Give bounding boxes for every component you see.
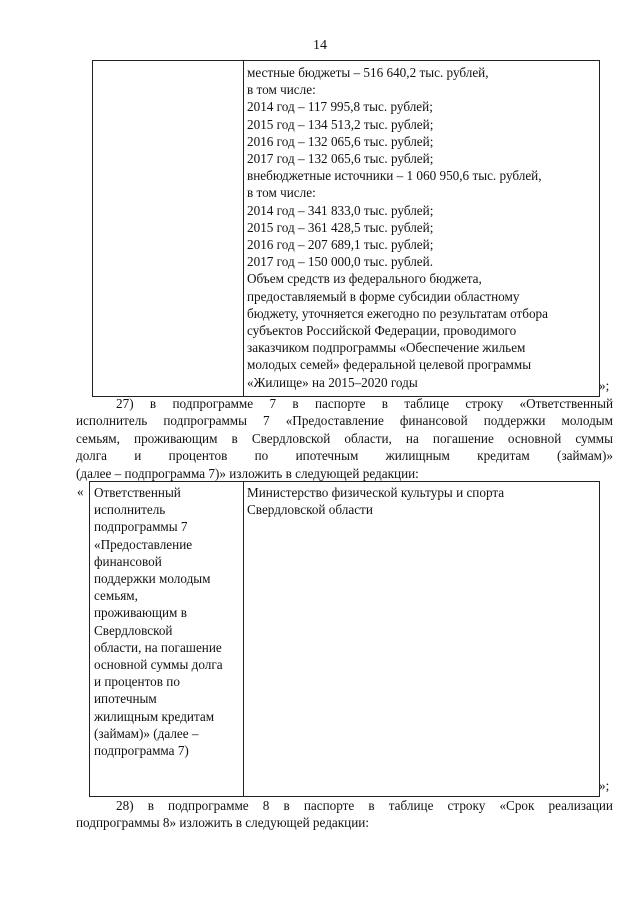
text-line: исполнитель [94, 502, 166, 518]
text-line: (займам)» (далее – [94, 725, 199, 741]
text-line: Объем средств из федерального бюджета, [247, 271, 482, 287]
paragraph-27 [76, 395, 613, 482]
row-header-cell [94, 484, 223, 759]
text-line: в том числе: [247, 82, 316, 98]
text-line: заказчиком подпрограммы «Обеспечение жильем [247, 340, 526, 356]
text-line: 2014 год – 341 833,0 тыс. рублей; [247, 202, 434, 218]
text-line: Министерство физической культуры и спорта [247, 485, 505, 500]
text-line: долга и процентов по ипотечным жилищным кредитам (займам)» [76, 448, 613, 464]
closing-quote-mark: »; [599, 778, 610, 793]
text-line: семьям, проживающим в Свердловской области, на погашение основной суммы [76, 430, 613, 446]
text-line: 2015 год – 361 428,5 тыс. рублей; [247, 219, 434, 235]
text-line: основной суммы долга [94, 657, 223, 673]
text-line: «Жилище» на 2015–2020 годы [247, 374, 418, 390]
text-line: проживающим в [94, 605, 187, 621]
text-line: 2016 год – 207 689,1 тыс. рублей; [247, 237, 434, 253]
text-line: бюджету, уточняется ежегодно по результатам отбора [247, 305, 549, 321]
text-line: субъектов Российской Федерации, проводимого [247, 323, 517, 339]
text-line: 2014 год – 117 995,8 тыс. рублей; [247, 99, 433, 115]
text-line: и процентов по [94, 674, 180, 690]
text-line: исполнитель подпрограммы 7 «Предоставление финансовой поддержки молодым [76, 413, 613, 429]
text-line: подпрограммы 8» изложить в следующей редакции: [76, 815, 370, 831]
opening-quote-mark: « [77, 484, 84, 499]
text-line: 28) в подпрограмме 8 в паспорте в таблице строку «Срок реализации [116, 798, 613, 813]
text-line: (далее – подпрограмма 7)» изложить в следующей редакции: [76, 465, 419, 481]
text-line: 2015 год – 134 513,2 тыс. рублей; [247, 116, 434, 132]
paragraph-28 [76, 797, 613, 832]
text-line: Свердловской [94, 622, 173, 638]
funding-cell-text [247, 64, 548, 391]
table-column-divider [243, 61, 244, 396]
text-line: 2017 год – 150 000,0 тыс. рублей. [247, 254, 433, 270]
text-line: подпрограммы 7 [94, 519, 188, 535]
text-line: 27) в подпрограмме 7 в паспорте в таблице строку «Ответственный [116, 396, 613, 411]
text-line: подпрограмма 7) [94, 743, 189, 759]
text-line: семьям, [94, 588, 138, 604]
text-line: Свердловской области [247, 502, 373, 518]
text-line: в том числе: [247, 185, 316, 201]
text-line: ипотечным [94, 691, 157, 707]
text-line: области, на погашение [94, 639, 222, 655]
text-line: предоставляемый в форме субсидии областному [247, 288, 520, 304]
text-line: местные бюджеты – 516 640,2 тыс. рублей, [247, 65, 489, 80]
row-value-cell [247, 484, 504, 518]
table-column-divider [243, 482, 244, 796]
text-line: внебюджетные источники – 1 060 950,6 тыс. рублей, [247, 168, 542, 184]
text-line: поддержки молодым [94, 571, 211, 587]
text-line: «Предоставление [94, 536, 193, 552]
text-line: 2017 год – 132 065,6 тыс. рублей; [247, 151, 434, 167]
text-line: жилищным кредитам [94, 708, 215, 724]
text-line: молодых семей» федеральной целевой программы [247, 357, 532, 373]
page-number: 14 [313, 38, 327, 53]
text-line: Ответственный [94, 485, 181, 500]
text-line: 2016 год – 132 065,6 тыс. рублей; [247, 133, 434, 149]
closing-quote-mark: »; [599, 378, 610, 393]
text-line: финансовой [94, 553, 162, 569]
